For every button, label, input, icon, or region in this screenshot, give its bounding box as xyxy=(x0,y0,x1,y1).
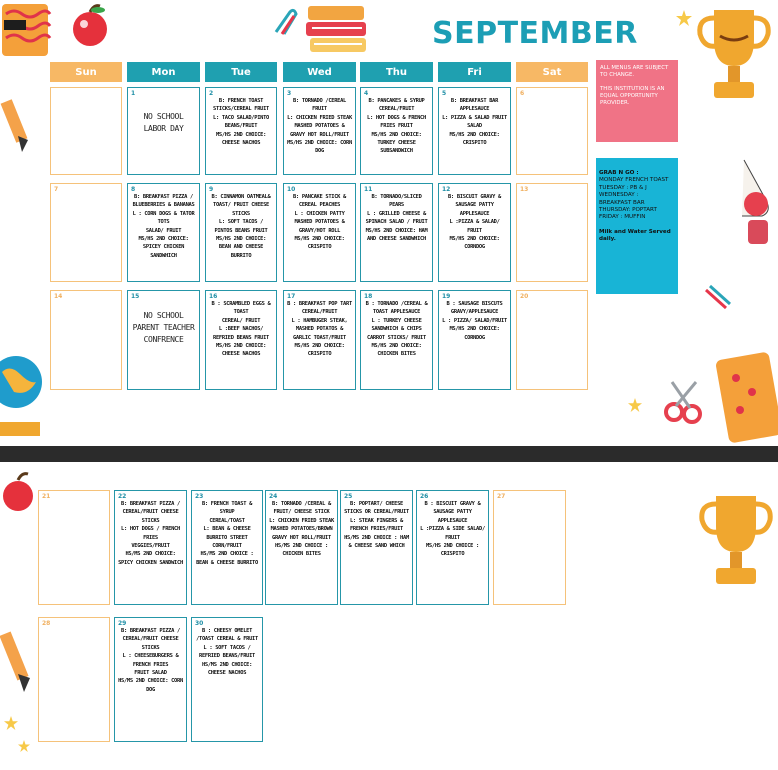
notice-text: ALL MENUS ARE SUBJECT TO CHANGE. xyxy=(600,65,669,78)
day-number: 27 xyxy=(497,493,506,500)
day-number: 21 xyxy=(42,493,51,500)
day-menu: B : TORNADO /CEREAL & TOAST APPLESAUCE L : TURKEY CHEESE SANDWHICH & CHIPS CARROT STICKS/ FRUIT MS/HS 2ND CHOICE: CHICKEN BITES xyxy=(365,301,428,358)
grab-n-go-item: BREAKFAST BAR xyxy=(599,199,645,206)
day-cell-empty xyxy=(50,87,122,175)
day-cell-21 xyxy=(38,490,110,605)
day-menu: B: TORNADO /CEREAL & FRUIT/ CHEESE STICK L: CHICKEN FRIED STEAK MASHED POTATOES/BROWN GRAVY HOT ROLL/FRUIT HS/MS 2ND CHOICE : CHICKEN BITES xyxy=(269,501,334,558)
day-menu: B: CINNAMON OATMEAL& TOAST/ FRUIT CHEESE STICKS L: SOFT TACOS / PINTOS BEANS FRUIT MS/HS 2ND CHOICE: BEAN AND CHEESE BURRITO xyxy=(211,194,271,259)
day-menu: B: TORNADO/SLICED PEARS L : GRILLED CHEESE & SPINACH SALAD / FRUIT MS/HS 2ND CHOICE: HAM AND CHEESE SANDWHICH xyxy=(365,194,428,243)
day-cell-6 xyxy=(516,87,588,175)
day-menu: B: TORNADO /CEREAL FRUIT L: CHICKEN FRIED STEAK MASHED POTATOES & GRAVY HOT ROLL/FRUIT MS/HS 2ND CHOICE: CORN DOG xyxy=(287,98,352,155)
day-number: 15 xyxy=(131,293,140,300)
grab-n-go-item: MONDAY FRENCH TOAST xyxy=(599,177,669,184)
day-cell-10 xyxy=(283,183,356,282)
day-cell-11 xyxy=(360,183,433,282)
month-title: SEPTEMBER xyxy=(432,16,638,51)
day-cell-22 xyxy=(114,490,187,605)
day-menu: B: BREAKFAST PIZZA / CEREAL/FRUIT CHEESE STICKS L: HOT DOGS / FRENCH FRIES VEGGIES/FRUIT HS/MS 2ND CHOICE: SPICY CHICKEN SANDWICH xyxy=(118,501,183,566)
grab-n-go-box xyxy=(596,158,678,294)
day-number: 6 xyxy=(520,90,525,97)
day-number: 24 xyxy=(269,493,278,500)
day-menu: B: FRENCH TOAST & SYRUP CEREAL/TOAST L: BEAN & CHEESE BURRITO STREET CORN/FRUIT HS/MS 2ND CHOICE : BEAN & CHEESE BURRITO xyxy=(196,501,258,566)
day-number: 28 xyxy=(42,620,51,627)
day-number: 14 xyxy=(54,293,63,300)
day-cell-27 xyxy=(493,490,566,605)
day-cell-16 xyxy=(205,290,277,390)
day-cell-2 xyxy=(205,87,277,175)
day-cell-4 xyxy=(360,87,433,175)
milk-note: Milk and Water Served daily. xyxy=(599,228,671,243)
day-number: 25 xyxy=(344,493,353,500)
day-number: 10 xyxy=(287,186,296,193)
day-cell-29 xyxy=(114,617,187,742)
day-menu: B : SAUSAGE BISCUTS GRAVY/APPLESAUCE L : PIZZA/ SALAD/FRUIT MS/HS 2ND CHOICE: CORNDOG xyxy=(442,301,507,341)
day-cell-20 xyxy=(516,290,588,390)
day-cell-13 xyxy=(516,183,588,282)
day-menu: B: POPTART/ CHEESE STICKS OR CEREAL/FRUIT L: STEAK FINGERS & FRENCH FRIES/FRUIT HS/MS 2ND CHOICE : HAM & CHEESE SAND WHICH xyxy=(344,501,409,550)
day-number: 7 xyxy=(54,186,59,193)
day-cell-23 xyxy=(191,490,263,605)
day-number: 30 xyxy=(195,620,204,627)
day-number: 8 xyxy=(131,186,136,193)
notice-text: THIS INSTITUTION IS AN EQUAL OPPORTUNITY PROVIDER. xyxy=(600,86,665,106)
day-menu: B : CHEESY OMELET /TOAST CEREAL & FRUIT L : SOFT TACOS / REFRIED BEANS/FRUIT HS/MS 2ND CHOICE: CHEESE NACHOS xyxy=(196,628,258,677)
day-cell-12 xyxy=(438,183,511,282)
day-cell-24 xyxy=(265,490,338,605)
page-divider xyxy=(0,446,778,462)
day-menu: B: PANCAKE STICK & CEREAL PEACHES L : CHICKEN PATTY MASHED POTATOES & GRAVY/HOT ROLL MS/HS 2ND CHOICE: CRISPITO xyxy=(292,194,347,251)
day-cell-28 xyxy=(38,617,110,742)
day-header-sun: Sun xyxy=(50,62,122,82)
day-menu: B: BISCUIT GRAVY & SAUSAGE PATTY APPLESAUCE L :PIZZA & SALAD/ FRUIT MS/HS 2ND CHOICE: CORNDOG xyxy=(447,194,502,251)
day-menu: B: FRENCH TOAST STICKS/CEREAL FRUIT L: TACO SALAD/PINTO BEANS/FRUIT MS/HS 2ND CHOICE: CHEESE NACHOS xyxy=(213,98,269,147)
day-number: 12 xyxy=(442,186,451,193)
day-header-thu: Thu xyxy=(360,62,433,82)
day-menu: B: BREAKFAST PIZZA / CEREAL/FRUIT CHEESE STICKS L : CHEESEBURGERS & FRENCH FRIES FRUIT SALAD HS/MS 2ND CHOICE: CORN DOG xyxy=(118,628,183,693)
day-cell-5 xyxy=(438,87,511,175)
day-header-wed: Wed xyxy=(283,62,356,82)
day-menu: NO SCHOOL PARENT TEACHER CONFRENCE xyxy=(132,311,195,344)
day-cell-7 xyxy=(50,183,122,282)
day-cell-1 xyxy=(127,87,200,175)
day-menu: B: BREAKFAST BAR APPLESAUCE L: PIZZA & SALAD FRUIT SALAD MS/HS 2ND CHOICE: CRISPITO xyxy=(442,98,507,147)
day-number: 2 xyxy=(209,90,214,97)
day-number: 19 xyxy=(442,293,451,300)
day-number: 9 xyxy=(209,186,214,193)
day-cell-14 xyxy=(50,290,122,390)
day-cell-30 xyxy=(191,617,263,742)
day-number: 18 xyxy=(364,293,373,300)
day-cell-8 xyxy=(127,183,200,282)
grab-n-go-item: FRIDAY : MUFFIN xyxy=(599,214,646,221)
day-menu: B : SCRAMBLED EGGS & TOAST CEREAL/ FRUIT L :BEEF NACHOS/ REFRIED BEANS FRUIT MS/HS 2ND CHOICE: CHEESE NACHOS xyxy=(211,301,271,358)
grab-n-go-item: TUESDAY : PB & J xyxy=(599,184,647,191)
day-header-fri: Fri xyxy=(438,62,511,82)
day-number: 17 xyxy=(287,293,296,300)
day-cell-3 xyxy=(283,87,356,175)
grab-n-go-item: THURSDAY: POPTART xyxy=(599,207,657,214)
day-cell-19 xyxy=(438,290,511,390)
day-number: 22 xyxy=(118,493,127,500)
day-number: 29 xyxy=(118,620,127,627)
day-cell-18 xyxy=(360,290,433,390)
day-header-tue: Tue xyxy=(205,62,277,82)
day-number: 1 xyxy=(131,90,136,97)
day-number: 11 xyxy=(364,186,373,193)
notice-box xyxy=(596,60,678,142)
day-header-sat: Sat xyxy=(516,62,588,82)
day-number: 4 xyxy=(364,90,369,97)
day-number: 23 xyxy=(195,493,204,500)
day-number: 3 xyxy=(287,90,292,97)
day-number: 26 xyxy=(420,493,429,500)
day-cell-17 xyxy=(283,290,356,390)
day-number: 20 xyxy=(520,293,529,300)
day-menu: B : BISCUIT GRAVY & SAUSAGE PATTY APPLESAUCE L :PIZZA & SIDE SALAD/ FRUIT MS/HS 2ND CHOICE : CRISPITO xyxy=(420,501,485,558)
day-number: 13 xyxy=(520,186,529,193)
grab-n-go-heading: GRAB N GO : xyxy=(599,170,639,176)
day-menu: B: PANCAKES & SYRUP CEREAL/FRUIT L: HOT DOGS & FRENCH FRIES FRUIT MS/HS 2ND CHOICE: TURKEY CHEESE SUBSANDWICH xyxy=(367,98,426,155)
day-cell-26 xyxy=(416,490,489,605)
day-number: 5 xyxy=(442,90,447,97)
day-menu: B : BREAKFAST POP TART CEREAL/FRUIT L : HAMBUGER STEAK, MASHED POTATOS & GARLIC TOAST/FRUIT MS/HS 2ND CHOICE: CRISPITO xyxy=(287,301,352,358)
day-menu: NO SCHOOL LABOR DAY xyxy=(143,112,184,133)
day-header-mon: Mon xyxy=(127,62,200,82)
grab-n-go-item: WEDNESDAY : xyxy=(599,192,639,199)
day-number: 16 xyxy=(209,293,218,300)
day-menu: B: BREAKFAST PIZZA / BLUEBERRIES & BANANAS L : CORN DOGS & TATOR TOTS SALAD/ FRUIT MS/HS 2ND CHOICE: SPICEY CHICKEN SANDWHICH xyxy=(132,194,195,259)
day-cell-25 xyxy=(340,490,413,605)
day-cell-9 xyxy=(205,183,277,282)
day-cell-15 xyxy=(127,290,200,390)
